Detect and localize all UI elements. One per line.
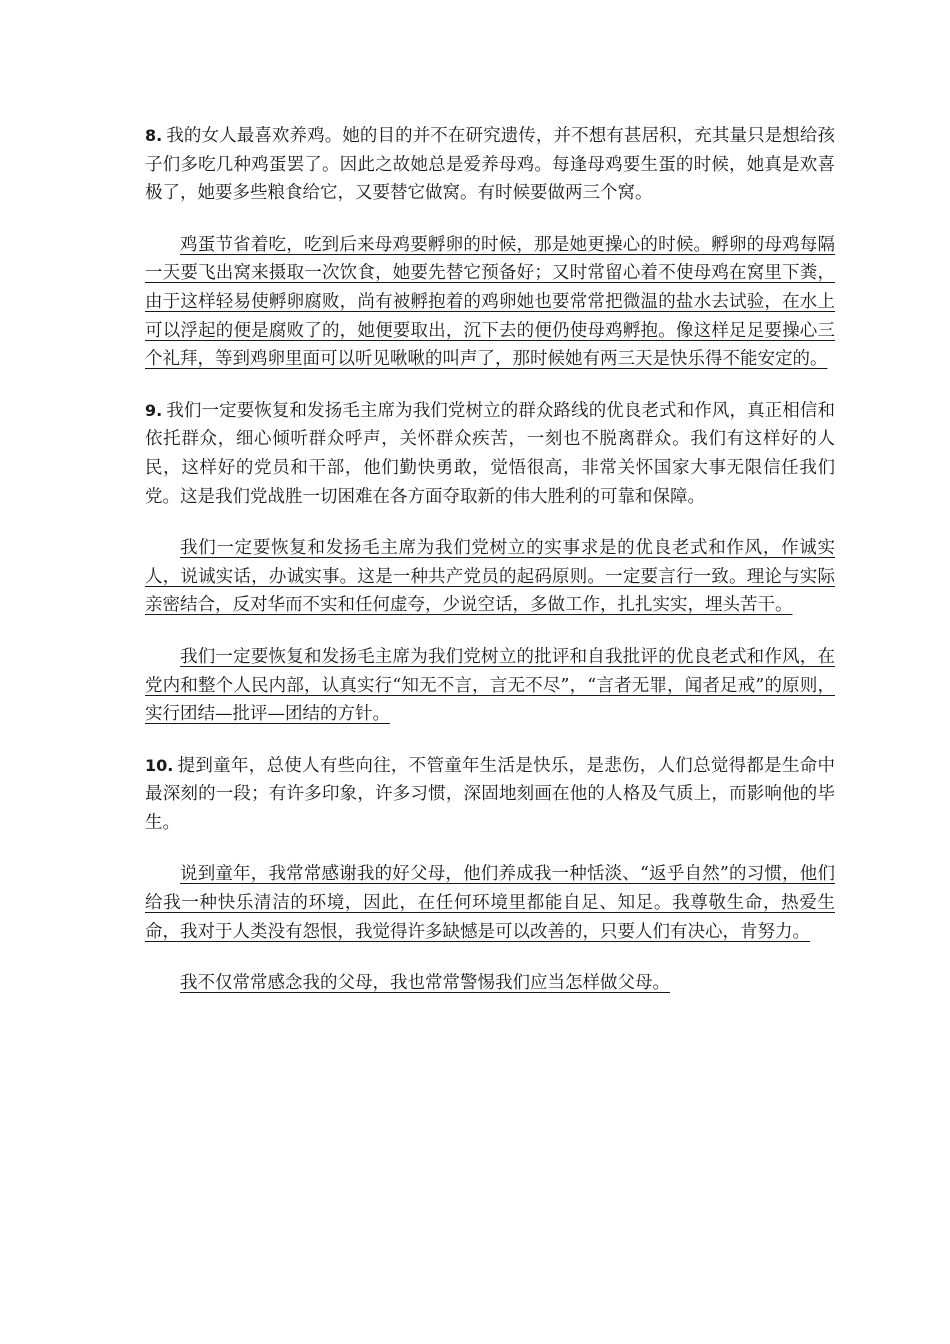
answer-10-1 <box>145 860 835 946</box>
answer-10-2 <box>145 969 835 998</box>
answer-9-2 <box>145 643 835 729</box>
question-8 <box>145 122 835 208</box>
question-9 <box>145 397 835 511</box>
answer-text: 说到童年，我常常感谢我的好父母，他们养成我一种恬淡、“返乎自然”的习惯，他们给我一种快乐清洁的环境，因此，在任何环境里都能自足、知足。我尊敬生命，热爱生命，我对于人类没有怨恨，我觉得许多缺憾是可以改善的，只要人们有决心，肯努力。 <box>145 864 835 942</box>
question-number: 8. <box>145 126 163 145</box>
question-number: 9. <box>145 400 163 420</box>
answer-8-1 <box>145 231 835 374</box>
answer-9-1 <box>145 534 835 620</box>
question-text: 我们一定要恢复和发扬毛主席为我们党树立的群众路线的优良老式和作风，真正相信和依托群众，细心倾听群众呼声，关怀群众疾苦，一刻也不脱离群众。我们有这样好的人民，这样好的党员和干部，他们勤快勇敢，觉悟很高，非常关怀国家大事无限信任我们党。这是我们党战胜一切困难在各方面夺取新的伟大胜利的可靠和保障。 <box>145 400 835 507</box>
answer-text: 我们一定要恢复和发扬毛主席为我们党树立的批评和自我批评的优良老式和作风，在党内和整个人民内部，认真实行“知无不言，言无不尽”，“言者无罪，闻者足戒”的原则，实行团结—批评—团结的方针。 <box>145 646 835 725</box>
answer-text: 我不仅常常感念我的父母，我也常常警惕我们应当怎样做父母。 <box>180 973 670 994</box>
question-text: 提到童年，总使人有些向往，不管童年生活是快乐，是悲伤，人们总觉得都是生命中最深刻的一段；有许多印象，许多习惯，深固地刻画在他的人格及气质上，而影响他的毕生。 <box>145 755 835 833</box>
answer-text: 我们一定要恢复和发扬毛主席为我们党树立的实事求是的优良老式和作风，作诚实人，说诚实话，办诚实事。这是一种共产党员的起码原则。一定要言行一致。理论与实际亲密结合，反对华而不实和任何虚夸，少说空话，多做工作，扎扎实实，埋头苦干。 <box>145 538 835 616</box>
question-number: 10. <box>145 755 174 775</box>
question-10 <box>145 752 835 838</box>
question-text: 我的女人最喜欢养鸡。她的目的并不在研究遗传，并不想有甚居积，充其量只是想给孩子们多吃几种鸡蛋罢了。因此之故她总是爱养母鸡。每逢母鸡要生蛋的时候，她真是欢喜极了，她要多些粮食给它，又要替它做窝。有时候要做两三个窝。 <box>145 126 835 204</box>
answer-text: 鸡蛋节省着吃，吃到后来母鸡要孵卵的时候，那是她更操心的时候。孵卵的母鸡每隔一天要飞出窝来摄取一次饮食，她要先替它预备好；又时常留心着不使母鸡在窝里下粪，由于这样轻易使孵卵腐败，尚有被孵抱着的鸡卵她也要常常把微温的盐水去试验，在水上可以浮起的便是腐败了的，她便要取出，沉下去的便仍使母鸡孵抱。像这样足足要操心三个礼拜，等到鸡卵里面可以听见啾啾的叫声了，那时候她有两三天是快乐得不能安定的。 <box>145 234 835 370</box>
document-page <box>145 122 835 1021</box>
